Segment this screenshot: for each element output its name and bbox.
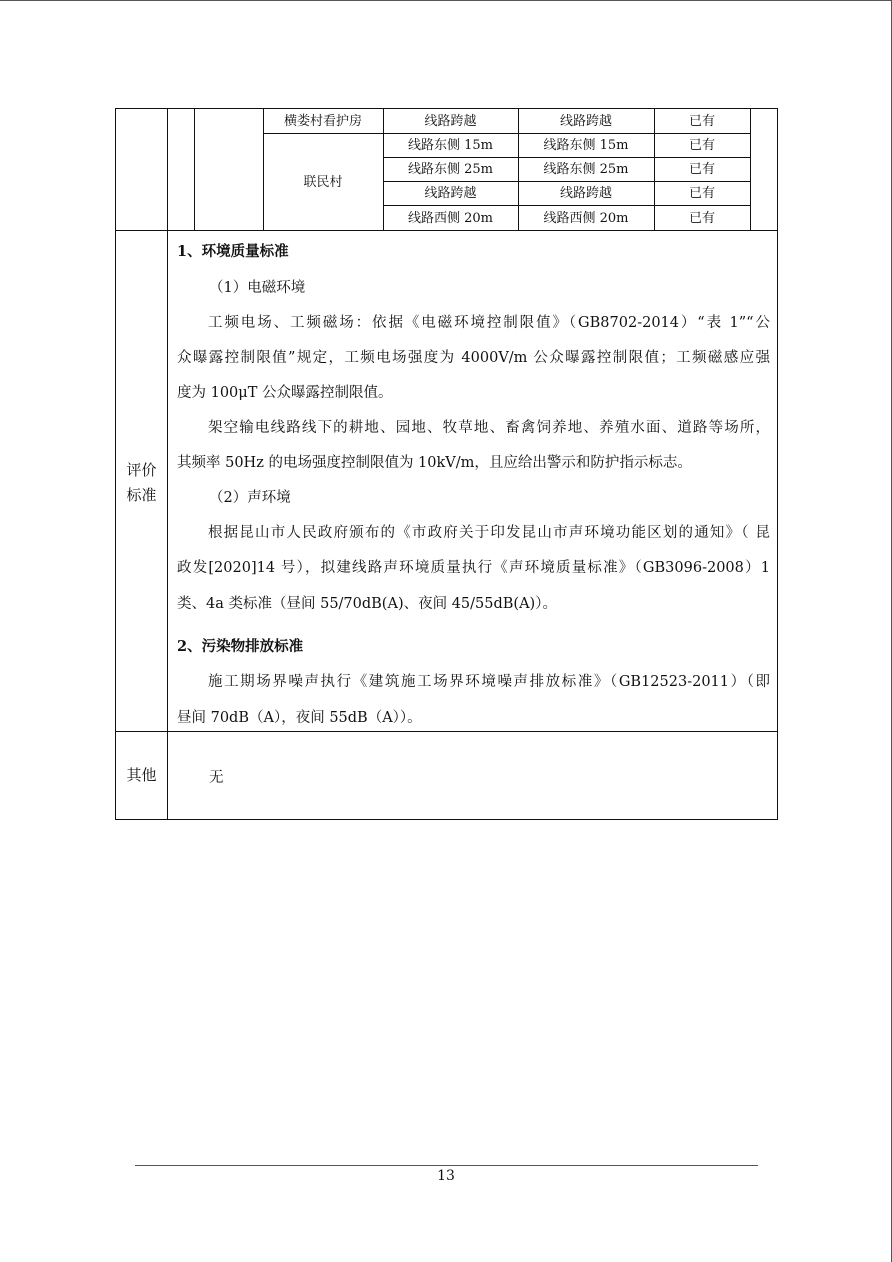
table-cell: 线路跨越 <box>559 113 612 129</box>
table-cell-place: 横娄村看护房 <box>283 113 362 129</box>
footer-rule <box>135 1165 758 1166</box>
table-cell-status: 已有 <box>688 210 715 226</box>
paragraph-line: 根据昆山市人民政府颁布的《市政府关于印发昆山市声环境功能区划的通知》（ 昆 <box>208 525 770 541</box>
paragraph-line: 施工期场界噪声执行《建筑施工场界环境噪声排放标准》（GB12523-2011）（即 <box>208 674 770 690</box>
sub-heading-acoustic: （2）声环境 <box>209 490 291 506</box>
table-divider <box>115 230 778 231</box>
table-cell: 线路西侧 20m <box>407 210 493 226</box>
section2-heading: 2、污染物排放标准 <box>177 638 304 655</box>
other-label: 其他 <box>126 766 157 784</box>
section1-heading: 1、环境质量标准 <box>177 243 289 260</box>
paragraph-line: 工频电场、工频磁场：依据《电磁环境控制限值》（GB8702-2014）“表 1”“公 <box>208 315 770 331</box>
paragraph-line: 度为 100μT 公众曝露控制限值。 <box>177 385 393 401</box>
paragraph-line: 架空输电线路线下的耕地、园地、牧草地、畜禽饲养地、养殖水面、道路等场所， <box>208 420 770 436</box>
table-cell-status: 已有 <box>688 162 715 177</box>
paragraph-line: 众曝露控制限值”规定，工频电场强度为 4000V/m 公众曝露控制限值；工频磁感应强 <box>177 350 770 366</box>
table-cell: 线路东侧 15m <box>407 138 493 153</box>
table-divider <box>115 731 778 732</box>
table-cell: 线路西侧 20m <box>543 210 629 226</box>
paragraph-line: 政发[2020]14 号），拟建线路声环境质量执行《声环境质量标准》（GB3096-2008）1 <box>177 560 770 576</box>
table-cell-status: 已有 <box>688 186 715 201</box>
criteria-label <box>115 458 168 508</box>
table-cell: 线路东侧 25m <box>407 162 493 177</box>
table-cell: 线路东侧 25m <box>543 162 629 177</box>
table-cell-status: 已有 <box>688 138 715 153</box>
table-cell: 线路跨越 <box>424 186 477 201</box>
table-cell: 线路跨越 <box>559 186 612 201</box>
table-cell-status: 已有 <box>688 113 715 129</box>
paragraph-line: 其频率 50Hz 的电场强度控制限值为 10kV/m，且应给出警示和防护指示标志。 <box>177 455 692 471</box>
page-top-edge <box>0 0 892 1</box>
page-number: 13 <box>437 1168 455 1184</box>
table-cell-place: 联民村 <box>303 174 343 190</box>
table-divider <box>750 108 751 230</box>
sub-heading-electromagnetic: （1）电磁环境 <box>209 280 306 296</box>
table-cell: 线路跨越 <box>424 113 477 129</box>
paragraph-line: 类、4a 类标准（昼间 55/70dB(A)、夜间 45/55dB(A)）。 <box>177 596 557 612</box>
table-cell: 线路东侧 15m <box>543 138 629 153</box>
other-value: 无 <box>209 770 224 786</box>
paragraph-line: 昼间 70dB（A），夜间 55dB（A））。 <box>177 710 422 726</box>
criteria-label-text: 评价 标准 <box>126 461 157 504</box>
table-divider <box>194 108 195 230</box>
